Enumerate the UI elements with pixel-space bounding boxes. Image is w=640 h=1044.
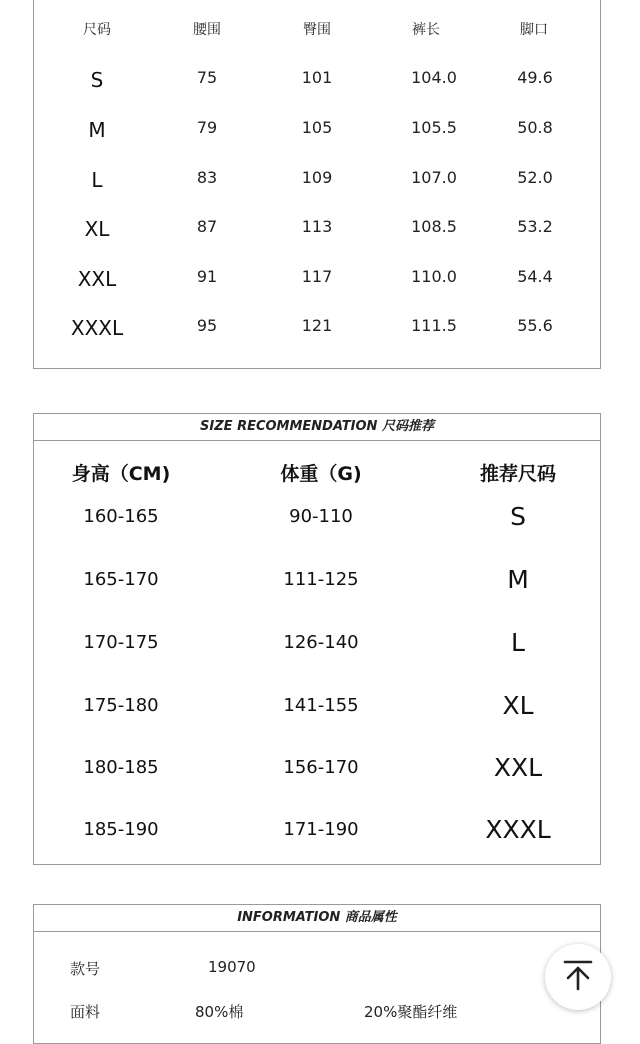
- length-cell: 107.0: [411, 168, 457, 187]
- weight-cell: 90-110: [289, 506, 353, 527]
- hip-cell: 101: [301, 68, 333, 87]
- info-value: 19070: [208, 958, 256, 976]
- leg-opening-cell: 49.6: [517, 68, 553, 87]
- weight-cell: 141-155: [283, 695, 359, 716]
- size-cell: L: [91, 168, 103, 192]
- size-recommendation-title: SIZE RECOMMENDATION 尺码推荐: [34, 414, 600, 441]
- recommended-size-cell: XXL: [493, 753, 543, 782]
- height-cell: 160-165: [83, 506, 159, 527]
- header-waist: 腰围: [193, 22, 221, 38]
- length-cell: 108.5: [411, 217, 457, 236]
- length-cell: 105.5: [411, 118, 457, 137]
- header-leg-opening: 脚口: [520, 22, 548, 38]
- hip-cell: 117: [301, 267, 333, 286]
- recommended-size-cell: M: [507, 565, 529, 594]
- info-label: 款号: [70, 960, 101, 978]
- height-cell: 185-190: [83, 819, 159, 840]
- recommended-size-cell: XL: [502, 691, 534, 720]
- waist-cell: 75: [196, 68, 218, 87]
- leg-opening-cell: 54.4: [517, 267, 553, 286]
- header-weight: 体重（G): [280, 463, 362, 485]
- height-cell: 170-175: [83, 632, 159, 653]
- hip-cell: 105: [301, 118, 333, 137]
- info-value-secondary: 20%聚酯纤维: [364, 1003, 458, 1021]
- weight-cell: 156-170: [283, 757, 359, 778]
- product-information-table: [33, 904, 601, 1044]
- header-length: 裤长: [412, 22, 440, 38]
- size-recommendation-table: [33, 413, 601, 865]
- product-information-title: INFORMATION 商品属性: [34, 905, 600, 932]
- leg-opening-cell: 52.0: [517, 168, 553, 187]
- weight-cell: 111-125: [283, 569, 359, 590]
- hip-cell: 109: [301, 168, 333, 187]
- header-size: 尺码: [83, 22, 111, 38]
- size-cell: S: [90, 68, 104, 92]
- arrow-up-to-top-icon: [561, 958, 595, 996]
- header-recommended-size: 推荐尺码: [479, 463, 557, 485]
- leg-opening-cell: 50.8: [517, 118, 553, 137]
- header-height: 身高（CM): [71, 463, 171, 485]
- hip-cell: 121: [301, 316, 333, 335]
- length-cell: 110.0: [411, 267, 457, 286]
- info-value: 80%棉: [195, 1003, 244, 1021]
- height-cell: 165-170: [83, 569, 159, 590]
- leg-opening-cell: 53.2: [517, 217, 553, 236]
- waist-cell: 91: [196, 267, 218, 286]
- back-to-top-button[interactable]: [545, 944, 611, 1010]
- header-hip: 臀围: [303, 22, 331, 38]
- recommended-size-cell: XXXL: [485, 815, 551, 844]
- recommended-size-cell: L: [511, 628, 525, 657]
- leg-opening-cell: 55.6: [517, 316, 553, 335]
- length-cell: 111.5: [411, 316, 457, 335]
- size-chart-table: [33, 0, 601, 369]
- waist-cell: 87: [196, 217, 218, 236]
- waist-cell: 95: [196, 316, 218, 335]
- size-cell: XL: [84, 217, 110, 241]
- waist-cell: 79: [196, 118, 218, 137]
- info-label: 面料: [70, 1003, 101, 1021]
- size-cell: XXXL: [70, 316, 124, 340]
- length-cell: 104.0: [411, 68, 457, 87]
- height-cell: 180-185: [83, 757, 159, 778]
- height-cell: 175-180: [83, 695, 159, 716]
- size-cell: XXL: [77, 267, 117, 291]
- weight-cell: 126-140: [283, 632, 359, 653]
- hip-cell: 113: [301, 217, 333, 236]
- recommended-size-cell: S: [510, 502, 526, 531]
- weight-cell: 171-190: [283, 819, 359, 840]
- waist-cell: 83: [196, 168, 218, 187]
- size-cell: M: [88, 118, 106, 142]
